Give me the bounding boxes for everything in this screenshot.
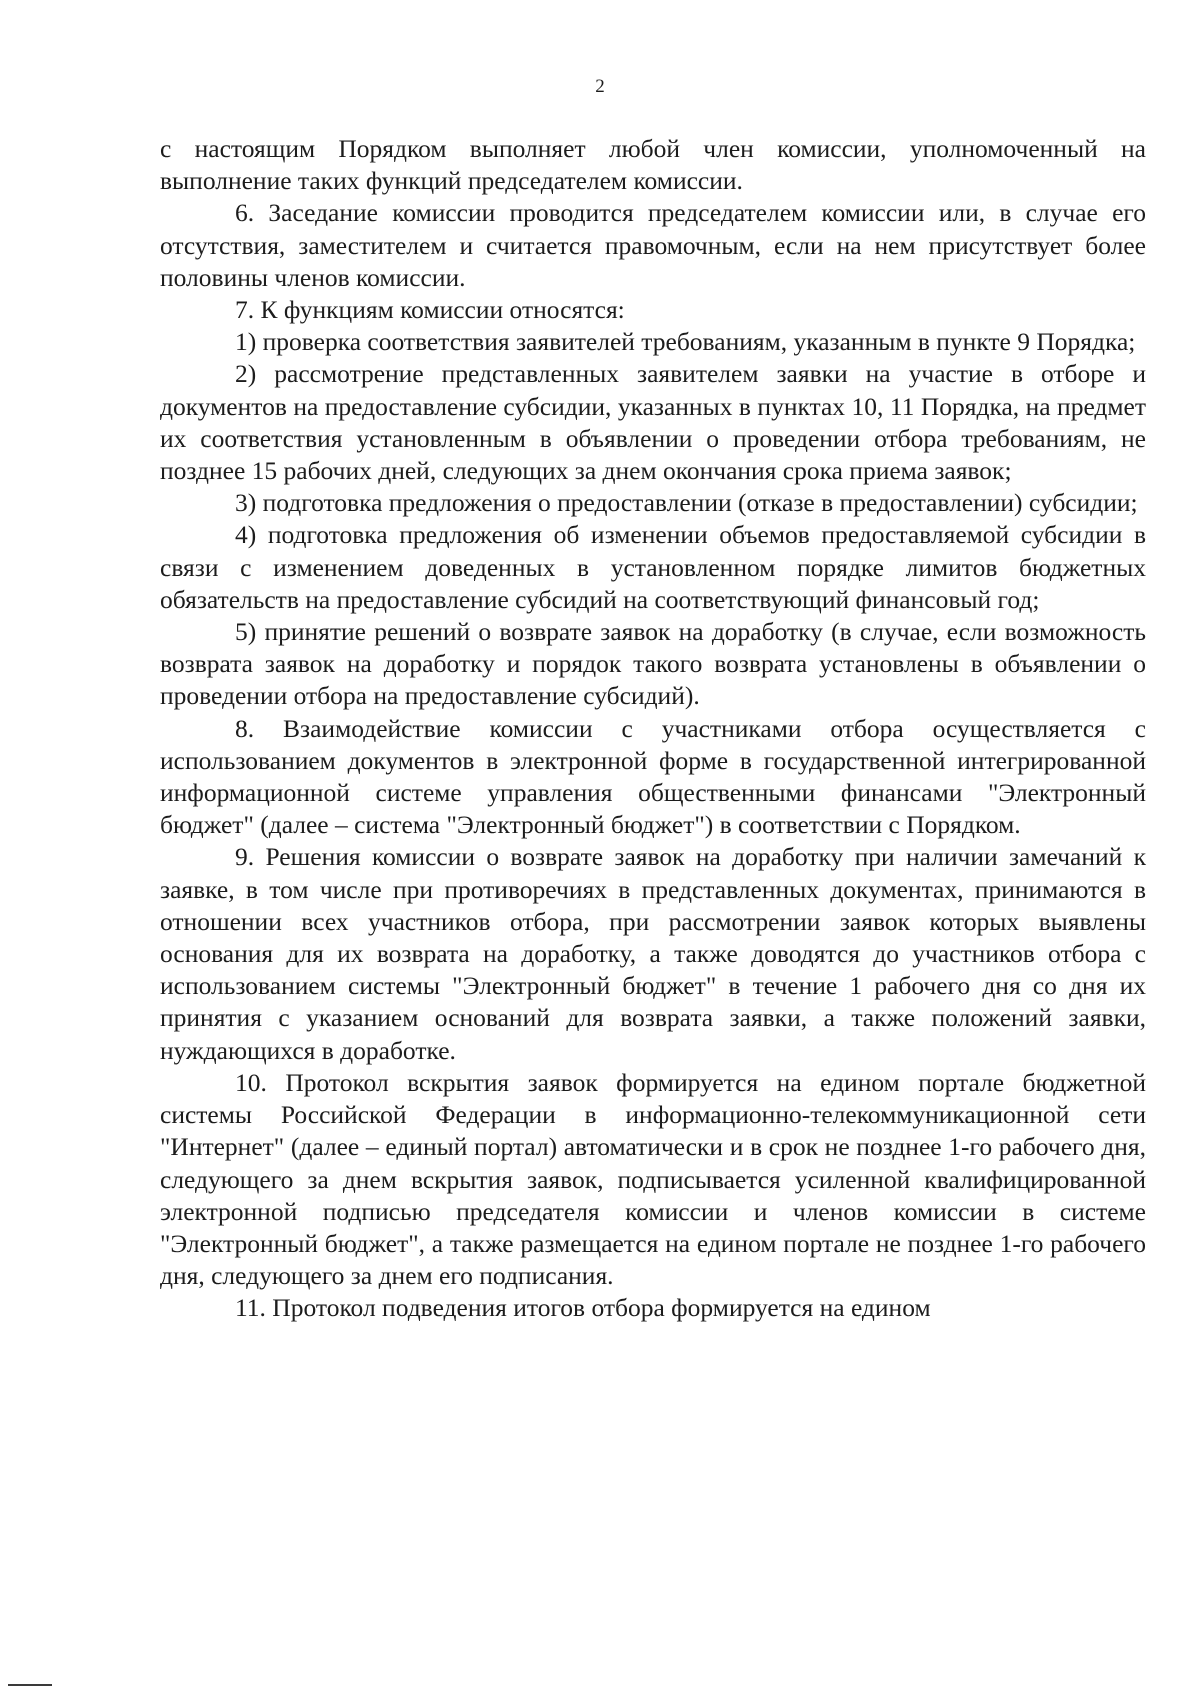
paragraph-item-10: 10. Протокол вскрытия заявок формируется на едином портале бюджетной системы Российской Федерации в информационно-телекоммуникационной сети "Интернет" (далее – единый портал) автоматически и в срок не позднее 1-го рабочего дня, следующего за днем вскрытия заявок, подписывается усиленной квалифицированной электронной подписью председателя комиссии и членов комиссии в системе "Электронный бюджет", а также размещается на едином портале не позднее 1-го рабочего дня, следующего за днем его подписания. [160, 1067, 1146, 1291]
scan-edge-mark [8, 1684, 52, 1686]
paragraph-subitem-4: 4) подготовка предложения об изменении объемов предоставляемой субсидии в связи с изменением доведенных в установленном порядке лимитов бюджетных обязательств на предоставление субсидий на соответствующий финансовый год; [160, 520, 1146, 614]
paragraph-subitem-3: 3) подготовка предложения о предоставлении (отказе в предоставлении) субсидии; [235, 488, 1138, 518]
paragraph-item-8: 8. Взаимодействие комиссии с участниками отбора осуществляется с использованием документов в электронной форме в государственной интегрированной информационной системе управления общественными финансами "Электронный бюджет" (далее – система "Электронный бюджет") в соответствии с Порядком. [160, 713, 1146, 840]
paragraph-continuation: с настоящим Порядком выполняет любой член комиссии, уполномоченный на выполнение таких функций председателем комиссии. [160, 134, 1146, 196]
paragraph-item-7: 7. К функциям комиссии относятся: [235, 295, 625, 325]
document-body [160, 133, 1146, 1325]
paragraph-subitem-2: 2) рассмотрение представленных заявителем заявки на участие в отборе и документов на предоставление субсидии, указанных в пунктах 10, 11 Порядка, на предмет их соответствия установленным в объявлении о проведении отбора требованиям, не позднее 15 рабочих дней, следующих за днем окончания срока приема заявок; [160, 359, 1146, 486]
paragraph-item-11: 11. Протокол подведения итогов отбора формируется на едином [235, 1293, 931, 1323]
paragraph-item-6: 6. Заседание комиссии проводится председателем комиссии или, в случае его отсутствия, заместителем и считается правомочным, если на нем присутствует более половины членов комиссии. [160, 198, 1146, 292]
paragraph-subitem-5: 5) принятие решений о возврате заявок на доработку (в случае, если возможность возврата заявок на доработку и порядок такого возврата установлены в объявлении о проведении отбора на предоставление субсидий). [160, 617, 1146, 711]
paragraph-subitem-1: 1) проверка соответствия заявителей требованиям, указанным в пункте 9 Порядка; [235, 327, 1136, 357]
page-number: 2 [595, 76, 605, 97]
paragraph-item-9: 9. Решения комиссии о возврате заявок на доработку при наличии замечаний к заявке, в том числе при противоречиях в представленных документах, принимаются в отношении всех участников отбора, при рассмотрении заявок которых выявлены основания для их возврата на доработку, а также доводятся до участников отбора с использованием системы "Электронный бюджет" в течение 1 рабочего дня со дня их принятия с указанием оснований для возврата заявки, а также положений заявки, нуждающихся в доработке. [160, 842, 1146, 1065]
